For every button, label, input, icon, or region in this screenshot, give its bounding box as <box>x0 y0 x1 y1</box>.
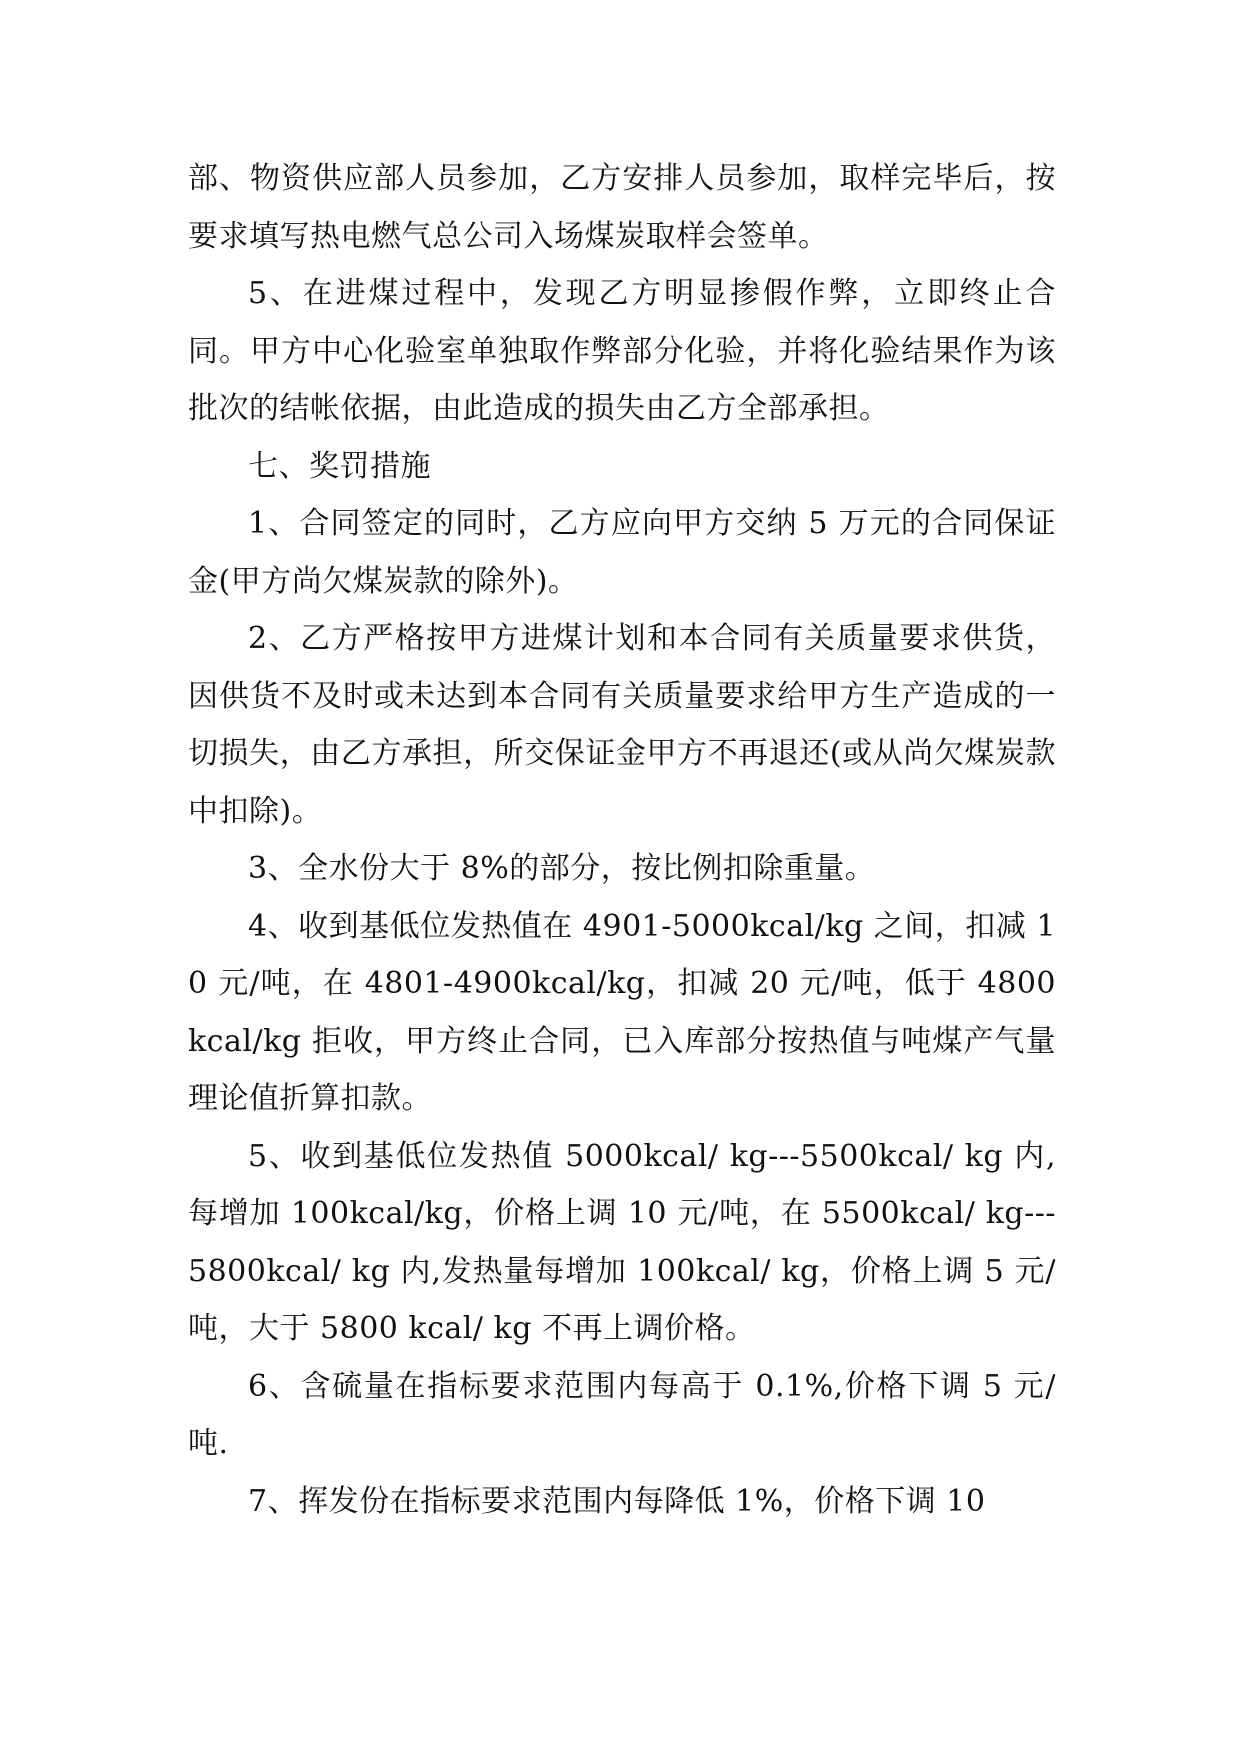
paragraph: 4、收到基低位发热值在 4901-5000kcal/kg 之间，扣减 10 元/吨，在 4801-4900kcal/kg，扣减 20 元/吨，低于 4800kcal/kg 拒收，甲方终止合同，已入库部分按热值与吨煤产气量理论值折算扣款。 <box>188 908 1056 1116</box>
paragraph: 5、在进煤过程中，发现乙方明显掺假作弊，立即终止合同。甲方中心化验室单独取作弊部分化验，并将化验结果作为该批次的结帐依据，由此造成的损失由乙方全部承担。 <box>188 276 1056 426</box>
paragraph: 6、含硫量在指标要求范围内每高于 0.1%,价格下调 5 元/吨. <box>188 1368 1056 1461</box>
paragraph: 7、挥发份在指标要求范围内每降低 1%，价格下调 10 <box>248 1483 986 1519</box>
paragraph: 3、全水份大于 8%的部分，按比例扣除重量。 <box>248 851 876 886</box>
section-heading: 七、奖罚措施 <box>248 448 431 484</box>
paragraph: 部、物资供应部人员参加，乙方安排人员参加，取样完毕后，按要求填写热电燃气总公司入场煤炭取样会签单。 <box>188 161 1056 254</box>
paragraph: 2、乙方严格按甲方进煤计划和本合同有关质量要求供货，因供货不及时或未达到本合同有关质量要求给甲方生产造成的一切损失，由乙方承担，所交保证金甲方不再退还(或从尚欠煤炭款中扣除)。 <box>188 621 1056 829</box>
paragraph: 1、合同签定的同时，乙方应向甲方交纳 5 万元的合同保证金(甲方尚欠煤炭款的除外)。 <box>188 506 1056 599</box>
document-body <box>188 150 1056 1530</box>
paragraph: 5、收到基低位发热值 5000kcal/ kg---5500kcal/ kg 内,每增加 100kcal/kg，价格上调 10 元/吨，在 5500kcal/ kg---5800kcal/ kg 内,发热量每增加 100kcal/ kg，价格上调 5 元/吨，大于 5800 kcal/ kg 不再上调价格。 <box>188 1138 1056 1346</box>
